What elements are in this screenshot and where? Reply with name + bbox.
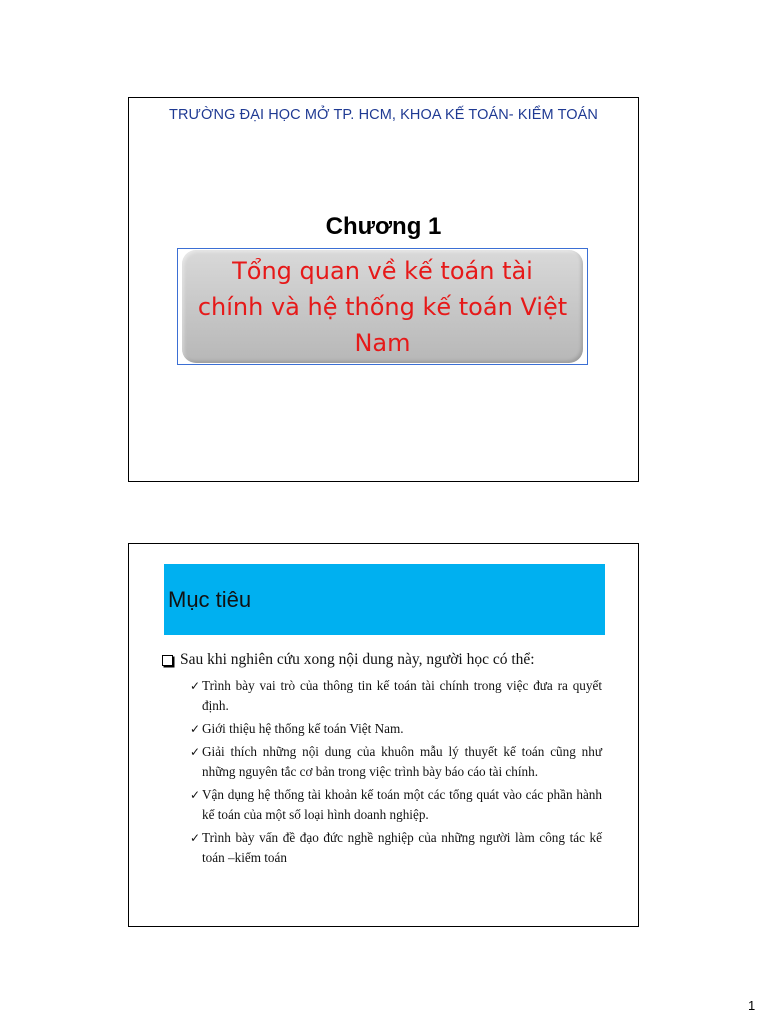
checkmark-icon: ✓ — [190, 679, 201, 693]
university-header: TRƯỜNG ĐẠI HỌC MỞ TP. HCM, KHOA KẾ TOÁN- KIỂM TOÁN — [169, 107, 598, 123]
title-frame — [177, 248, 588, 365]
list-item-text: Trình bày vai trò của thông tin kế toán tài chính trong việc đưa ra quyết định. — [202, 678, 602, 713]
lead-text: Sau khi nghiên cứu xong nội dung này, người học có thể: — [180, 651, 535, 668]
slide-2 — [128, 543, 639, 927]
list-item-text: Vận dụng hệ thống tài khoản kế toán một các tổng quát vào các phần hành kế toán của một số loại hình doanh nghiệp. — [202, 787, 602, 822]
checkmark-icon: ✓ — [190, 788, 201, 802]
list-item-text: Giới thiệu hệ thống kế toán Việt Nam. — [202, 721, 404, 736]
objectives-content — [162, 650, 602, 871]
title-box — [182, 250, 583, 363]
checkmark-icon: ✓ — [190, 745, 201, 759]
page-number: 1 — [748, 998, 756, 1013]
checkmark-icon: ✓ — [190, 831, 201, 845]
checkmark-icon: ✓ — [190, 722, 201, 736]
list-item — [190, 828, 602, 868]
chapter-label: Chương 1 — [325, 213, 442, 240]
list-item-text: Trình bày vấn đề đạo đức nghề nghiệp của những người làm công tác kế toán –kiểm toán — [202, 830, 602, 865]
slide-heading: Mục tiêu — [168, 586, 252, 612]
objectives-list — [190, 676, 602, 868]
list-item-text: Giải thích những nội dung của khuôn mẫu lý thuyết kế toán cũng như những nguyên tắc cơ bản trong việc trình bày báo cáo tài chính. — [202, 744, 602, 779]
list-item — [190, 742, 602, 782]
objectives-lead — [162, 650, 602, 670]
heading-banner — [164, 564, 605, 635]
list-item — [190, 785, 602, 825]
checkbox-square-icon — [162, 655, 173, 666]
chapter-title: Tổng quan về kế toán tài chính và hệ thống kế toán Việt Nam — [197, 256, 568, 357]
list-item — [190, 719, 602, 739]
slide-1 — [128, 97, 639, 482]
list-item — [190, 676, 602, 716]
